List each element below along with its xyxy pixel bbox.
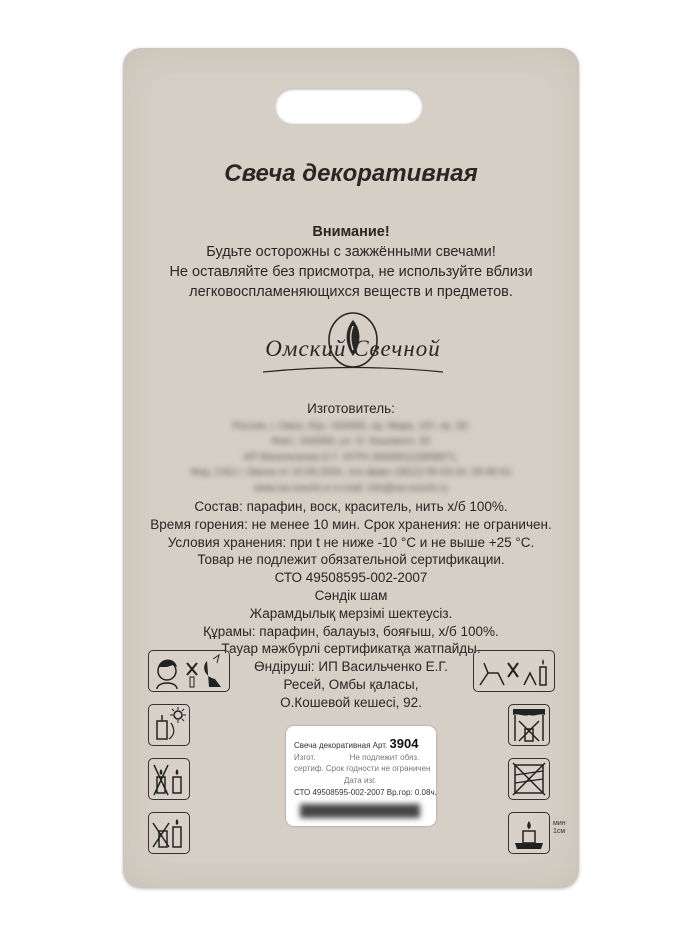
warning-line: Не оставляйте без присмотра, не используйте вблизи [169,264,533,280]
no-direct-sunlight-icon [148,704,190,746]
address-line: ИП Васильченко Е.Г. ОГРН 304550122808871, [243,451,459,463]
spec-line: СТО 49508595-002-2007 [274,570,428,586]
spec-line: Товар не подлежит обязательной сертификации. [197,552,505,568]
sticker-line4: Дата изг. [344,776,377,785]
cm-label: 1см [553,828,566,835]
spec-line: Өндіруші: ИП Васильченко Е.Г. [254,659,448,675]
no-draft-icon [508,758,550,800]
manufacturer-block [123,400,579,496]
sticker-name-row [294,736,418,751]
candle-spacing-icon [148,758,190,800]
warning-block [123,222,579,302]
brand-logo [243,310,463,380]
spec-line: Состав: парафин, воск, краситель, нить х/б 100%. [194,499,508,514]
spec-line: О.Кошевой кешесі, 92. [280,694,422,710]
sticker-art-label: Арт. [372,741,388,750]
spec-line: Құрамы: парафин, балауыз, бояғыш, х/б 100%. [203,623,499,639]
spec-line: Условия хранения: при t не ниже -10 °С и не выше +25 °С. [167,534,535,550]
address-line: Факт.: 644083, ул. О. Кошевого, 92 [271,436,431,447]
product-sticker [286,726,436,826]
hang-slot [275,88,423,124]
min-height-mark [553,820,566,836]
no-curtains-near-flame-icon [508,704,550,746]
address-line: www.na-svechi.ru e-mail: info@na-svechi.ru [253,482,449,494]
sticker-name: Свеча декоративная [294,741,371,750]
spec-line: Жарамдылық мерзімі шектеусіз. [249,605,453,621]
warning-line: легковоспламеняющихся веществ и предметов. [189,284,513,300]
manufacturer-heading: Изготовитель: [307,401,395,416]
warning-heading: Внимание! [312,224,390,240]
min-label: мин [553,820,566,827]
packaging-card [123,48,579,888]
sticker-line2: Изгот. Не подлежит обяз. [294,753,420,762]
warning-line: Будьте осторожны с зажжёнными свечами! [206,244,496,260]
spec-line: Ресей, Омбы қаласы, [283,676,419,692]
address-line: Россия, г. Омск, Юр.: 644065, пр. Мира, 157, кв. 30; [232,420,470,432]
no-hair-near-flame-icon [148,650,230,692]
sticker-line3: сертиф. Срок годности не ограничен [294,764,431,773]
spec-line: Время горения: не менее 10 мин. Срок хранения: не ограничен. [150,516,552,532]
logo-text: Омский Свечной [265,336,441,361]
sticker-line5: СТО 49508595-002-2007 Вр.гор: 0.08ч. [294,788,437,797]
spec-line: Тауар мәжбүрлі сертификатқа жатпайды. [221,641,481,657]
sticker-art-number: 3904 [389,736,419,751]
no-flammable-surface-icon [148,812,190,854]
product-title: Свеча декоративная [224,160,478,187]
extinguish-at-1cm-icon [508,812,550,854]
address-line: Фед. САО г. Омска от 10.09.2004, тел./факс (3812) 55-03-24, 55-90-61 [190,467,512,478]
manufacturer-address [123,419,579,497]
keep-away-from-children-icon [473,650,555,692]
barcode [300,804,420,818]
spec-line: Сәндік шам [314,587,388,603]
